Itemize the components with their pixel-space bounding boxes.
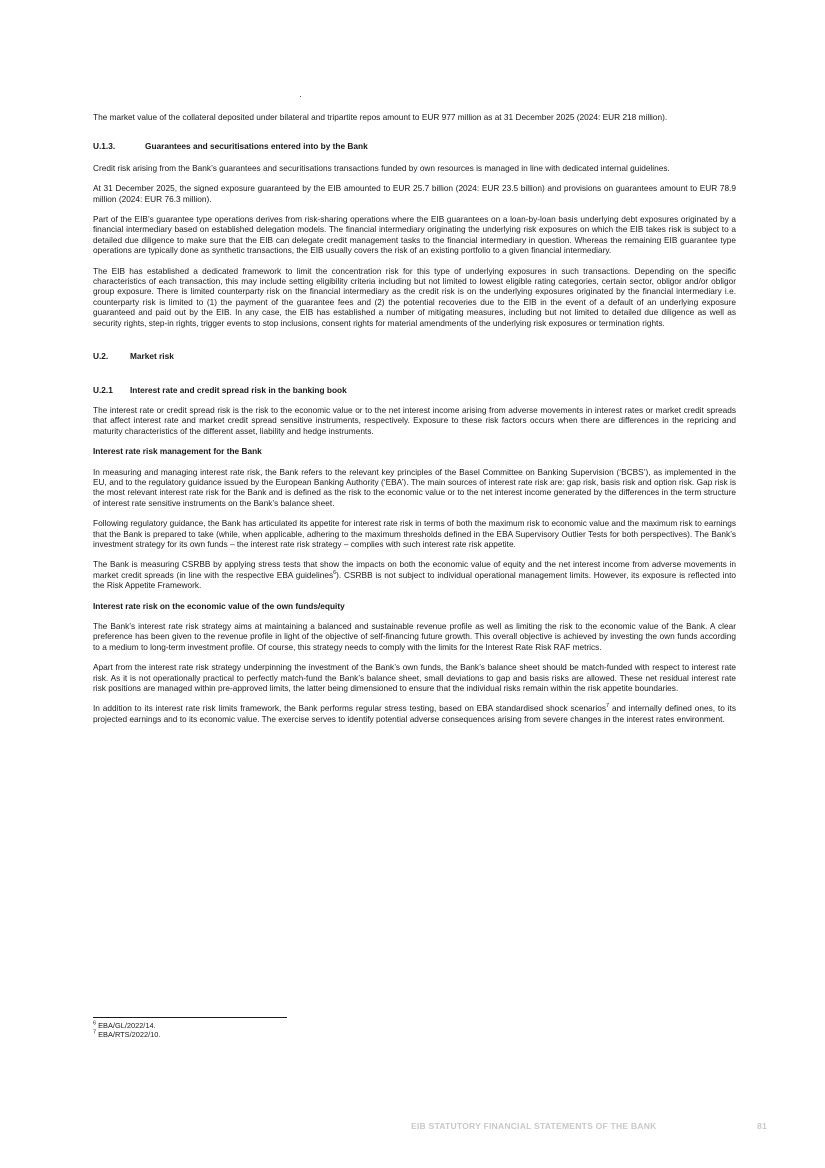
- paragraph-basel: In measuring and managing interest rate risk, the Bank refers to the relevant key principles of the Basel Committee on Banking Supervision (‘BCBS’), as implemented in the EU, and to the regulatory guidance issued by the European Banking Authority (‘EBA’). The main sources of interest rate risk are: gap risk, basis risk and option risk. Gap risk is the most relevant interest rate risk for the Bank and is defined as the risk to the economic value or to the net interest income generated by the differences in the term structure of interest rate sensitive instruments on the Bank’s balance sheet.: [93, 466, 736, 508]
- paragraph-stress-testing: [93, 703, 736, 724]
- heading-number: U.1.3.: [93, 141, 116, 152]
- paragraph-guarantee-operations: Part of the EIB’s guarantee type operations derives from risk-sharing operations where the EIB guarantees on a loan-by-loan basis underlying debt exposures originated by a financial intermediary based on established delegation models. The financial intermediary originating the underlying risk exposures on which the EIB takes risk is subject to a detailed due diligence to make sure that the EIB can delegate credit management tasks to the financial intermediary in question. Whereas the remaining EIB guarantee type operations are typically done as synthetic transactions, the EIB usually covers the risk of an existing portfolio to a given financial intermediary.: [93, 214, 736, 256]
- paragraph-credit-risk: Credit risk arising from the Bank’s guarantees and securitisations transactions funded by own resources is managed in line with dedicated internal guidelines.: [93, 162, 670, 173]
- page-body: [93, 0, 736, 724]
- paragraph-csrbb: [93, 559, 736, 590]
- heading-number: U.2.: [93, 351, 109, 362]
- heading-number: U.2.1: [93, 384, 113, 395]
- heading-u21: [93, 385, 736, 395]
- footnote-number: 7: [93, 1029, 97, 1036]
- footnote-number: 6: [93, 1020, 97, 1027]
- footnote-ref-6: 6: [333, 570, 337, 577]
- heading-economic-value: Interest rate risk on the economic value of the own funds/equity: [93, 600, 345, 611]
- footnote-text: EBA/GL/2022/14.: [96, 1021, 156, 1030]
- paragraph-framework: The EIB has established a dedicated framework to limit the concentration risk for this type of underlying exposures in such transactions. Depending on the specific characteristics of each transaction, this may include setting eligibility criteria including but not limited to lowest eligible rating categories, certain sector, obligor and/or obligor group exposure. There is limited counterparty risk on the financial intermediary as the credit risk is on the underlying exposures originated by the financial intermediary i.e. counterparty risk is limited to (1) the payment of the guarantee fees and (2) the potential recoveries due to the EIB in the event of a default of an underlying exposure guaranteed and paid out by the EIB. In any case, the EIB has established a number of mitigating measures, including but not limited to detailed due diligence as well as security rights, step-in rights, trigger events to stop inclusions, consent rights for material amendments of the underlying risk exposures or termination rights.: [93, 265, 736, 328]
- paragraph-appetite: Following regulatory guidance, the Bank has articulated its appetite for interest rate risk in terms of both the maximum risk to economic value and the maximum risk to earnings that the Bank is prepared to take (while, when applicable, adhering to the maximum thresholds defined in the EBA Supervisory Outlier Tests for both perspectives). The Bank’s investment strategy for its own funds – the interest rate risk strategy – complies with such interest rate risk appetite.: [93, 518, 736, 549]
- heading-title: Market risk: [130, 351, 174, 362]
- footer-title: EIB STATUTORY FINANCIAL STATEMENTS OF THE BANK: [411, 1121, 657, 1131]
- heading-title: Interest rate and credit spread risk in the banking book: [130, 384, 347, 395]
- text: and internally defined ones, to its projected earnings and to its economic value. The exercise serves to identify potential adverse consequences arising from severe changes in the interest rates environment.: [93, 703, 736, 724]
- text: The Bank is measuring CSRBB by applying stress tests that show the impacts on both the economic value of equity and the net interest income from adverse movements in market credit spreads (in line with the respective EBA guidelines: [93, 559, 736, 580]
- paragraph-collateral: The market value of the collateral deposited under bilateral and tripartite repos amount to EUR 977 million as at 31 December 2025 (2024: EUR 218 million).: [93, 112, 668, 122]
- heading-u113: [93, 141, 736, 151]
- heading-title: Guarantees and securitisations entered into by the Bank: [145, 141, 368, 152]
- text: In addition to its interest rate risk limits framework, the Bank performs regular stress testing, based on EBA standardised shock scenarios: [93, 703, 607, 714]
- footnote-ref-7: 7: [606, 703, 610, 710]
- footnotes: [93, 1021, 160, 1039]
- page-number: 81: [757, 1121, 767, 1131]
- paragraph-strategy: The Bank’s interest rate risk strategy aims at maintaining a balanced and sustainable revenue profile as well as limiting the risk to the economic value of the Bank. A clear preference has been given to the revenue profile in light of the objective of self-financing future growth. This overall objective is achieved by investing the own funds according to a medium to long-term investment profile. Of course, this strategy needs to comply with the limits for the Interest Rate Risk RAF metrics.: [93, 621, 736, 652]
- paragraph-match-funding: Apart from the interest rate risk strategy underpinning the investment of the Bank’s own funds, the Bank’s balance sheet should be match-funded with respect to interest rate risk. As it is not operationally practical to perfectly match-fund the Bank’s balance sheet, small deviations to gap and basis risks are allowed. These net residual interest rate risk positions are managed within pre-approved limits, the latter being dimensioned to ensure that the individual risks remain within the risk appetite boundaries.: [93, 662, 736, 694]
- footnote-divider: [93, 1017, 287, 1018]
- text: ). CSRBB is not subject to individual operational management limits. However, its exposure is reflected into the Risk Appetite Framework.: [93, 569, 736, 591]
- footnote-text: EBA/RTS/2022/10.: [96, 1030, 161, 1039]
- paragraph-signed-exposure: At 31 December 2025, the signed exposure guaranteed by the EIB amounted to EUR 25.7 billion (2024: EUR 23.5 billion) and provisions on guarantees amount to EUR 78.9 million (2024: EUR 76.3 million).: [93, 183, 736, 204]
- footnote-7: [93, 1030, 160, 1039]
- heading-u2: [93, 351, 736, 361]
- heading-ir-management: Interest rate risk management for the Bank: [93, 446, 262, 457]
- paragraph-ir-definition: The interest rate or credit spread risk is the risk to the economic value or to the net interest income arising from adverse movements in interest rates or market credit spreads that affect interest rate and market credit spread sensitive instruments, respectively. Exposure to these risk factors occurs when there are differences in the repricing and maturity characteristics of the different asset, liability and hedge instruments.: [93, 404, 736, 436]
- footnote-6: [93, 1021, 160, 1030]
